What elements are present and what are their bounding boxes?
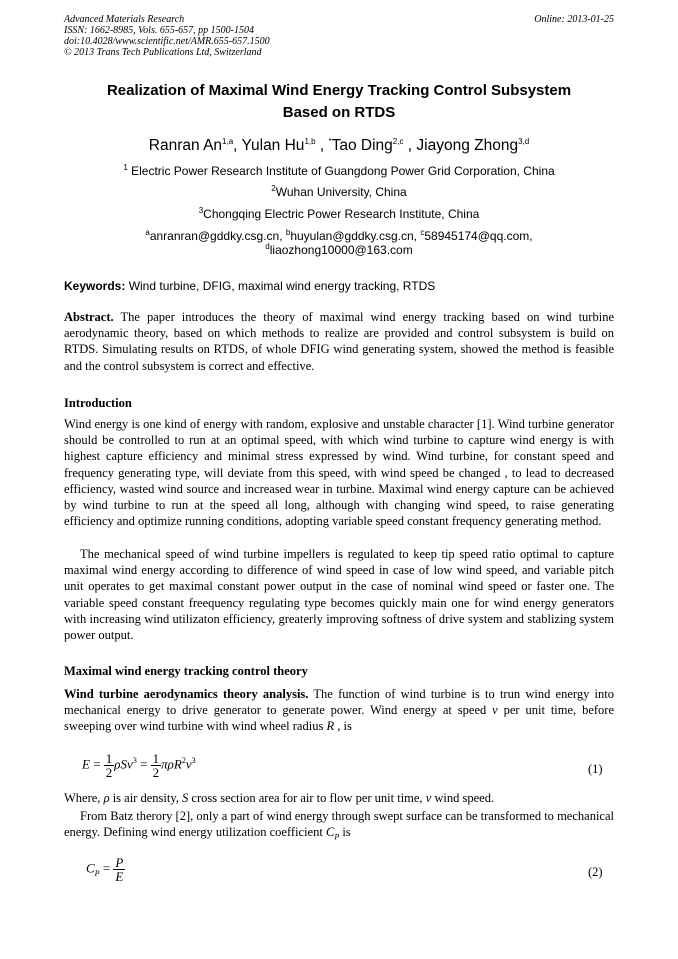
where-paragraph: Where, ρ is air density, S cross section area for air to flow per unit time, v wind speed. [64, 791, 495, 805]
email-link[interactable]: 58945174@qq.com, [424, 229, 533, 243]
equation-1: E = $\frac{1}{2}$ ρSv$^3$ = $\frac{1}{2}$ $\pi\rho R^2v^3$ [82, 751, 196, 780]
batz-paragraph: From Batz therory [2], only a part of wind energy through swept surface can be transformed to mechanical energy. Defining wind energy utilization coefficient $C_P$ is [64, 809, 614, 842]
equation-2: $C_P$ = $\frac{P}{E}$ [86, 855, 124, 884]
journal-doi: doi:10.4028/www.scientific.net/AMR.655-657.1500 [64, 36, 270, 47]
intro-paragraph-1: Wind energy is one kind of energy with random, explosive and unstable character [1]. Wind turbine generator should be controlled to run at an optimal speed, with which wind turbine to capture wind energy is with highest capture efficiency and minimal stress expressed by wind. Wind turbine, for constant speed and frequency generating type, will deviate from this speed, with wind speed be changed , to lead to decreased efficiency, wasted wind source and increased wear in turbine. Maximal wind energy capture can be achieved by wind turbine to run at the speed all long, although with changing wind speed, to raise generating efficiency and optimize running conditions, adopting variable speed constant frequency generating method. [64, 417, 614, 529]
equation-number-2: (2) [588, 865, 603, 879]
title-line-1: Realization of Maximal Wind Energy Tracking Control Subsystem [106, 82, 572, 99]
affiliation-1: $^1$ Electric Power Research Institute of Guangdong Power Grid Corporation, China [123, 163, 555, 178]
email-link[interactable]: liaozhong10000@163.com [269, 243, 413, 257]
equation-number-1: (1) [588, 762, 603, 776]
aerodynamics-paragraph: Wind turbine aerodynamics theory analysis. The function of wind turbine is to trun wind energy into mechanical energy to drive generator to generate power. Wind energy at speed v per unit time, before sweeping over wind turbine with wind wheel radius R , is [64, 687, 614, 734]
online-date: Online: 2013-01-25 [534, 14, 614, 25]
journal-issn: ISSN: 1662-8985, Vols. 655-657, pp 1500-1504 [64, 25, 254, 36]
paper-title [64, 80, 614, 124]
section-heading-introduction: Introduction [64, 396, 132, 410]
affiliation-3: $^3$Chongqing Electric Power Research Institute, China [198, 206, 480, 221]
author-list: Ranran An$^{1,a}$, Yulan Hu$^{1,b}$ , *Tao Ding$^{2,c}$ , Jiayong Zhong$^{3,d}$ [148, 136, 530, 154]
author-emails: $^a$anranran@gddky.csg.cn, $^b$huyulan@gddky.csg.cn, $^c$58945174@qq.com, $^d$liaozhong10000@163.com [145, 228, 533, 257]
fraction: $\frac{1}{2}$ [105, 751, 113, 780]
keywords: Keywords: Wind turbine, DFIG, maximal wind energy tracking, RTDS [64, 279, 436, 293]
author-name: Ranran An [148, 137, 223, 154]
email-link[interactable]: huyulan@gddky.csg.cn, [290, 229, 421, 243]
section-heading-tracking-theory: Maximal wind energy tracking control theory [64, 664, 308, 678]
journal-header [64, 14, 270, 58]
abstract: Abstract. The paper introduces the theory of maximal wind energy tracking based on wind turbine aerodynamic theory, based on which methods to realize are provided and control subsystem is build on RTDS. Simulating results on RTDS, of whole DFIG wind generating system, showed the method is feasible and the control subsystem is correct and effective. [64, 310, 614, 373]
fraction: $\frac{P}{E}$ [115, 855, 124, 884]
fraction: $\frac{1}{2}$ [152, 751, 160, 780]
journal-name: Advanced Materials Research [64, 14, 185, 25]
title-line-2: Based on RTDS [282, 104, 396, 121]
author-name: Yulan Hu [241, 137, 305, 154]
intro-paragraph-2: The mechanical speed of wind turbine impellers is regulated to keep tip speed ratio optimal to capture maximal wind energy according to difference of wind speed in case of low wind speed, and variable pitch unit operates to get maximal constant power output in the case of nominal wind speed or faster one. The variable speed constant freequency regulating type becomes quickly main one for wind energy generators with increasing wind utilizaton efficiency, greaterly improving softness of drive system and stablizing system power output. [64, 547, 614, 643]
author-name: Tao Ding [331, 137, 393, 154]
journal-copyright: © 2013 Trans Tech Publications Ltd, Switzerland [64, 47, 262, 58]
email-link[interactable]: anranran@gddky.csg.cn, [149, 229, 286, 243]
affiliation-2: $^2$Wuhan University, China [271, 184, 407, 199]
author-name: Jiayong Zhong [416, 137, 519, 154]
